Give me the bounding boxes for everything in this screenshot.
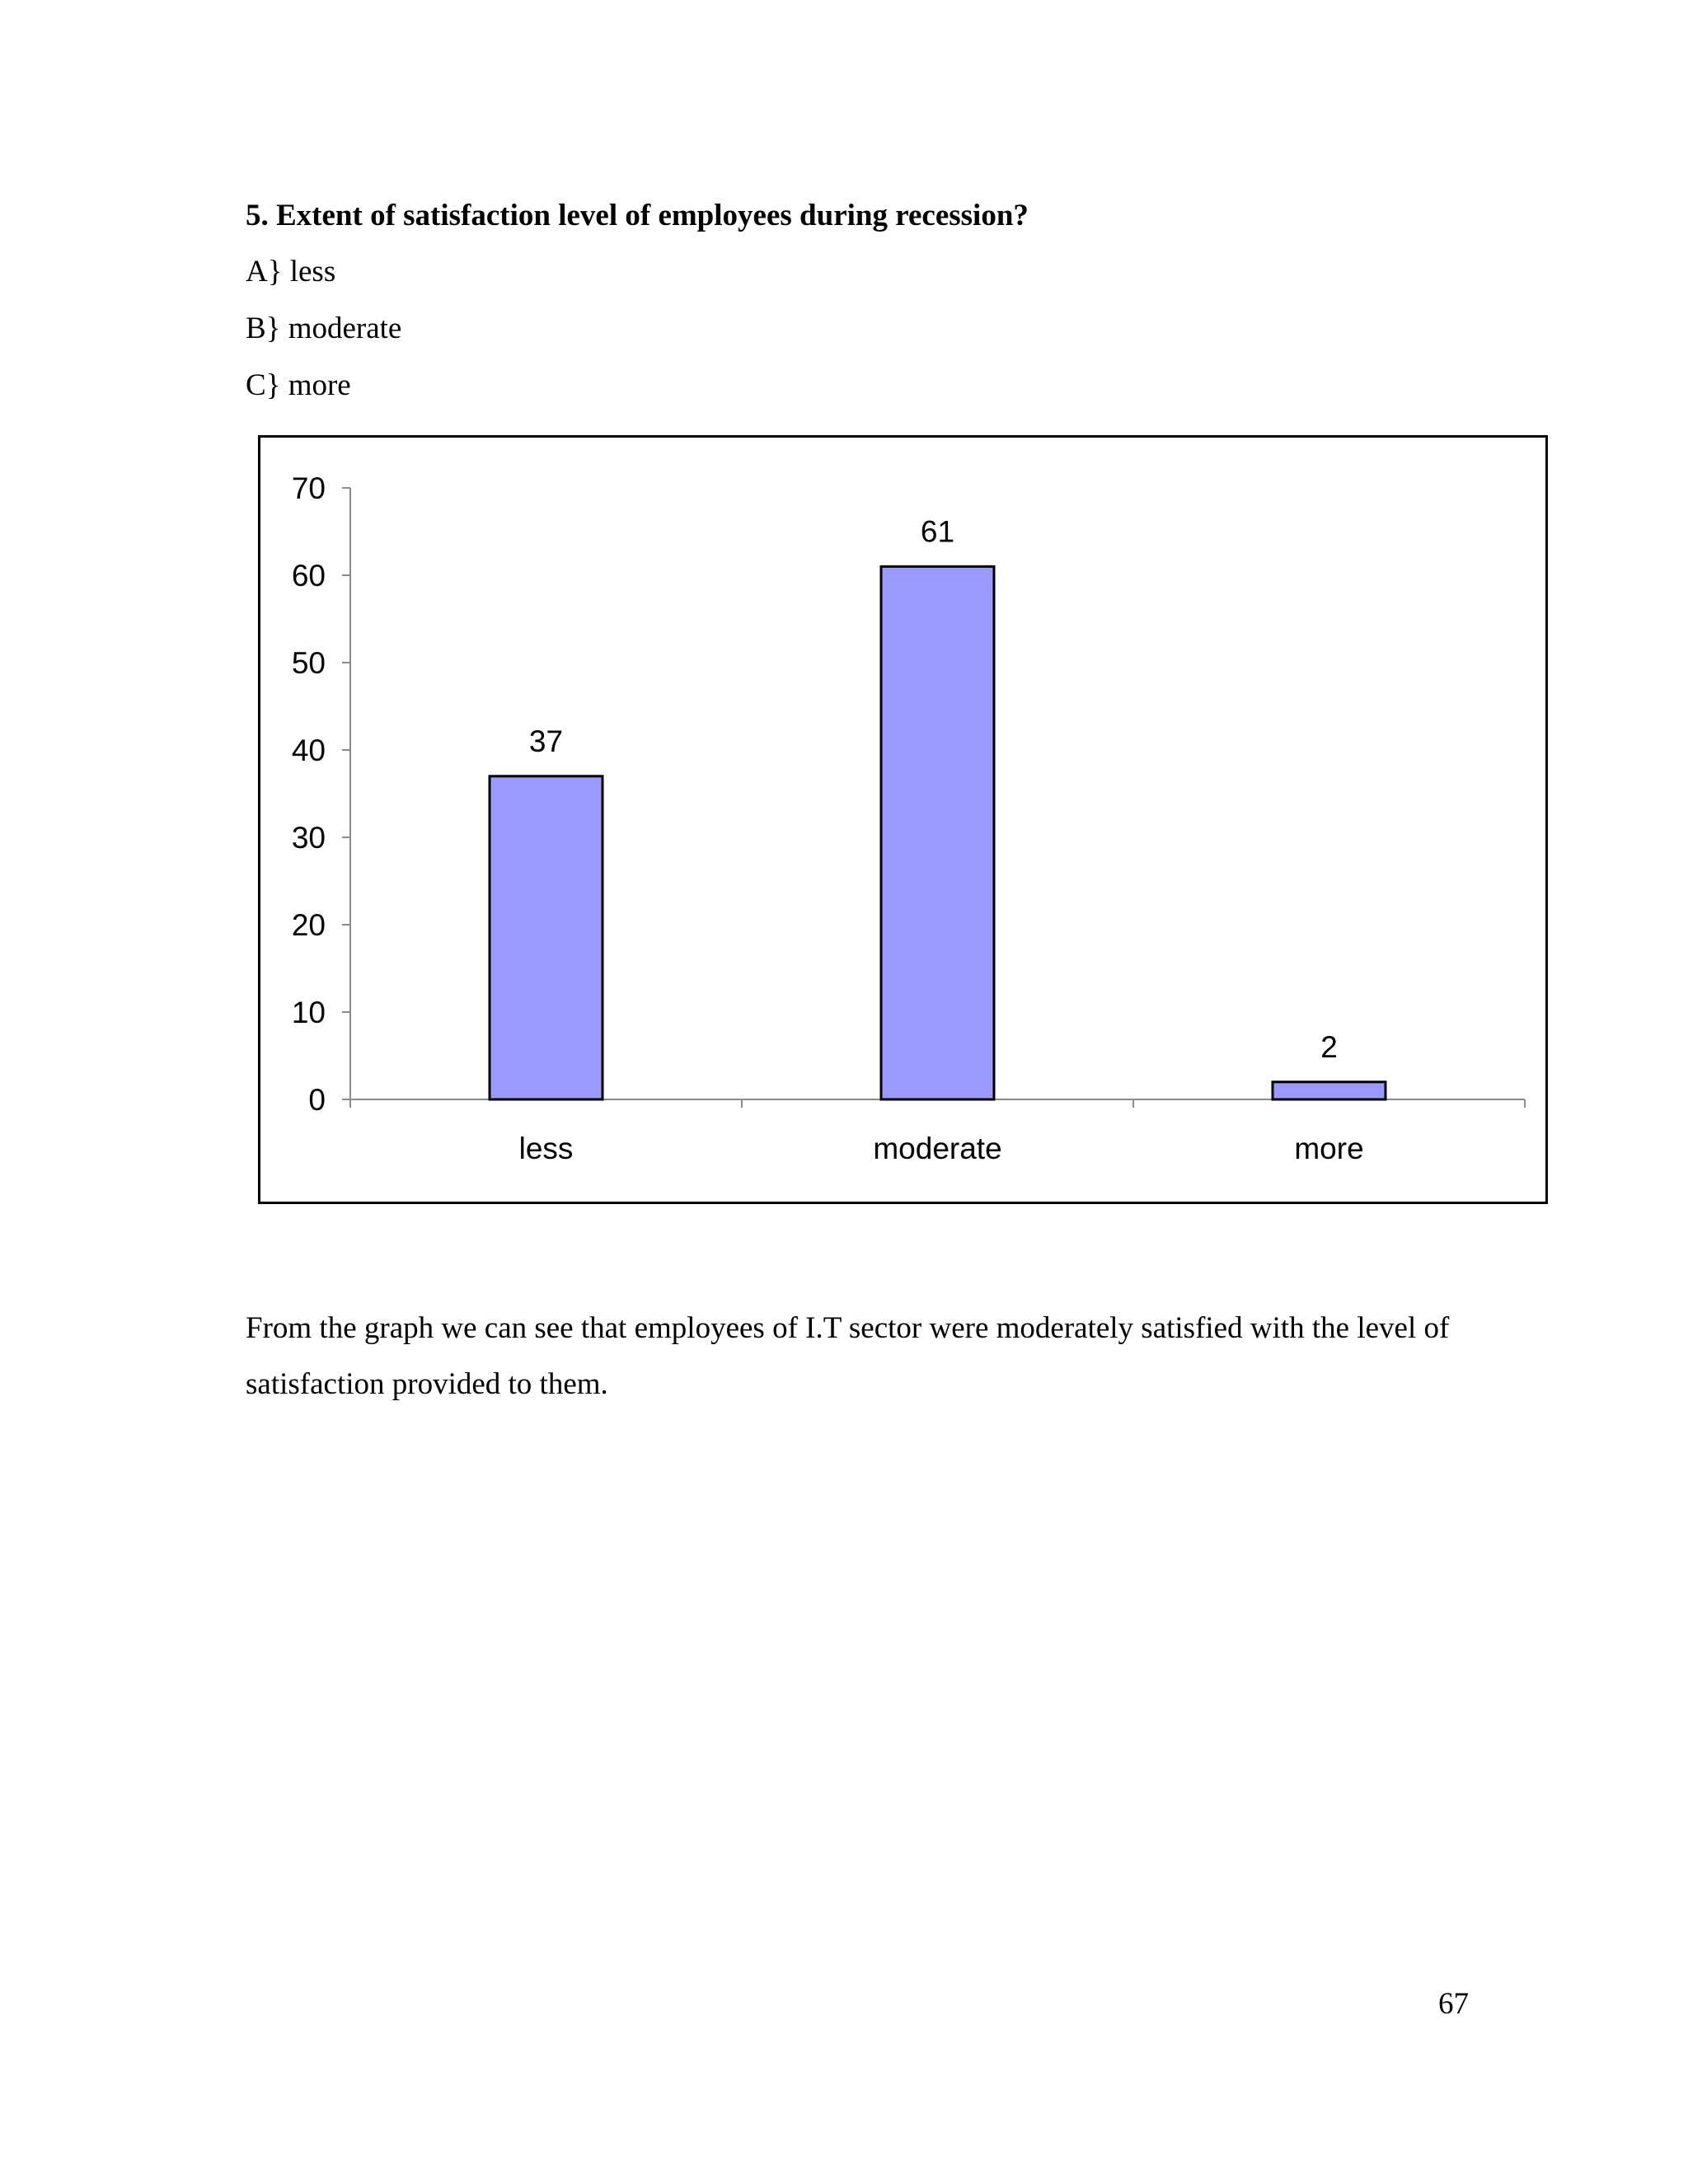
y-tick-label: 70 — [291, 471, 326, 505]
data-label: 37 — [528, 724, 564, 758]
bar-less — [490, 776, 603, 1099]
data-label: 2 — [1320, 1029, 1338, 1064]
y-tick-label: 20 — [291, 908, 326, 942]
y-tick-label: 10 — [291, 996, 326, 1029]
bar-chart — [260, 438, 1545, 1202]
bar-moderate — [881, 566, 994, 1099]
x-category-label: moderate — [873, 1132, 1002, 1165]
page-number: 67 — [1438, 1987, 1469, 2021]
x-category-label: less — [518, 1132, 574, 1165]
y-tick-label: 40 — [291, 733, 326, 767]
bar-more — [1273, 1082, 1386, 1099]
y-tick-label: 30 — [291, 821, 326, 855]
option-a: A} less — [246, 255, 336, 288]
question-heading: 5. Extent of satisfaction level of employees during recession? — [246, 199, 1029, 232]
conclusion-paragraph: From the graph we can see that employees of I.T sector were moderately satisfied with the level of satisfaction provided to them. — [246, 1311, 1450, 1401]
data-label: 61 — [920, 514, 955, 549]
x-category-label: more — [1294, 1132, 1364, 1165]
y-tick-label: 0 — [308, 1083, 326, 1117]
y-tick-label: 50 — [291, 646, 326, 680]
bar-chart-frame — [258, 435, 1548, 1204]
option-b: B} moderate — [246, 312, 402, 345]
option-c: C} more — [246, 368, 351, 402]
y-tick-label: 60 — [291, 559, 326, 593]
